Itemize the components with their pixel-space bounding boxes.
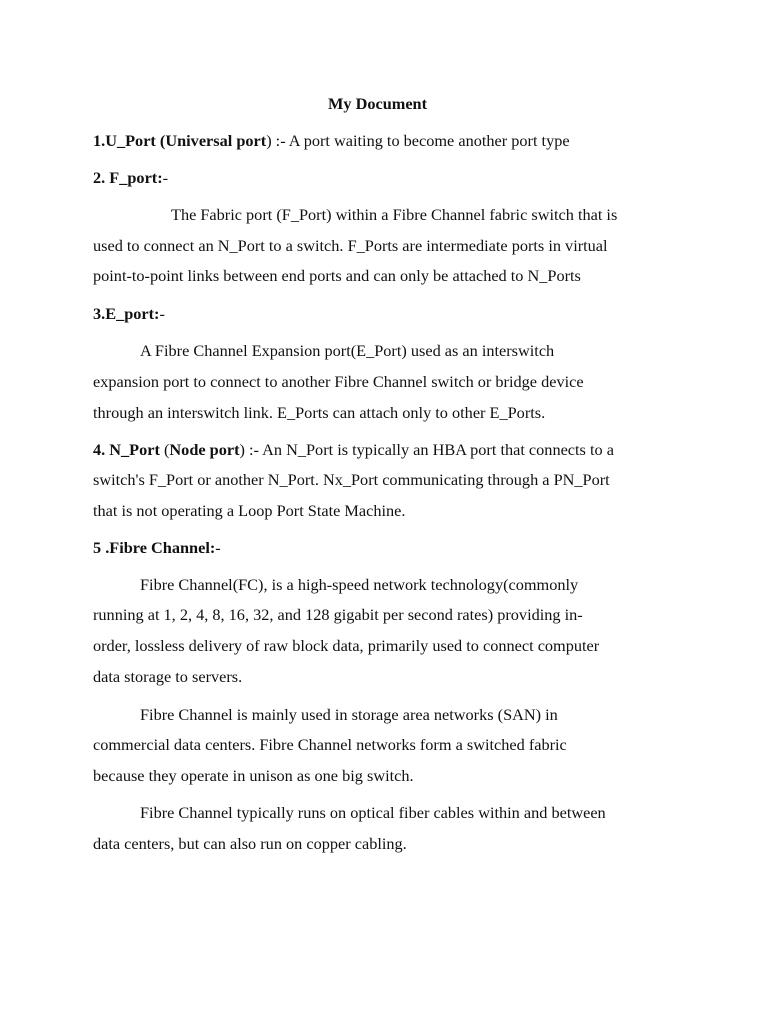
document-title: My Document	[328, 94, 428, 113]
eport-dash: -	[159, 304, 165, 323]
fc-dash: -	[215, 538, 221, 557]
nport-close: )	[239, 440, 245, 459]
eport-heading: 3.E_port:	[93, 304, 160, 323]
fc-p3-line-2: data centers, but can also run on copper cabling.	[93, 834, 407, 853]
fc-p1-line-2: running at 1, 2, 4, 8, 16, 32, and 128 gigabit per second rates) providing in-	[93, 605, 583, 624]
nport-term: N_Port	[109, 440, 160, 459]
fport-line-1: The Fabric port (F_Port) within a Fibre Channel fabric switch that is	[171, 205, 618, 224]
fc-p2-line-3: because they operate in unison as one big switch.	[93, 766, 414, 785]
nport-number: 4.	[93, 440, 110, 459]
nport-open: (	[159, 440, 170, 459]
nport-separator: :-	[244, 440, 263, 459]
fport-heading: 2. F_port:	[93, 168, 163, 187]
fport-heading-line	[93, 168, 168, 188]
uport-separator: :-	[271, 131, 289, 150]
uport-line	[93, 131, 570, 151]
nport-line-2: switch's F_Port or another N_Port. Nx_Port communicating through a PN_Port	[93, 470, 610, 489]
uport-text: A port waiting to become another port type	[288, 131, 570, 150]
eport-heading-line	[93, 304, 165, 324]
nport-line-1: An N_Port is typically an HBA port that connects to a	[262, 440, 614, 459]
nport-line-3: that is not operating a Loop Port State Machine.	[93, 501, 406, 520]
fc-p1-line-3: order, lossless delivery of raw block data, primarily used to connect computer	[93, 636, 600, 655]
uport-term: U_Port (Universal port	[105, 131, 267, 150]
fc-p1-line-1: Fibre Channel(FC), is a high-speed network technology(commonly	[140, 575, 579, 594]
uport-term-close: )	[266, 131, 272, 150]
fc-p1-line-4: data storage to servers.	[93, 667, 243, 686]
fc-p3-line-1: Fibre Channel typically runs on optical fiber cables within and between	[140, 803, 606, 822]
fc-p2-line-2: commercial data centers. Fibre Channel networks form a switched fabric	[93, 735, 567, 754]
eport-line-3: through an interswitch link. E_Ports can attach only to other E_Ports.	[93, 403, 546, 422]
fport-line-3: point-to-point links between end ports and can only be attached to N_Ports	[93, 266, 581, 285]
eport-line-1: A Fibre Channel Expansion port(E_Port) used as an interswitch	[140, 341, 555, 360]
fc-heading-line	[93, 538, 221, 558]
eport-line-2: expansion port to connect to another Fibre Channel switch or bridge device	[93, 372, 584, 391]
fc-p2-line-1: Fibre Channel is mainly used in storage area networks (SAN) in	[140, 705, 558, 724]
fc-heading: 5 .Fibre Channel:	[93, 538, 216, 557]
uport-number: 1.	[93, 131, 106, 150]
nport-line-1-wrap	[93, 440, 614, 460]
fport-line-2: used to connect an N_Port to a switch. F_Ports are intermediate ports in virtual	[93, 236, 608, 255]
nport-term2: Node port	[169, 440, 240, 459]
fport-dash: -	[162, 168, 169, 187]
